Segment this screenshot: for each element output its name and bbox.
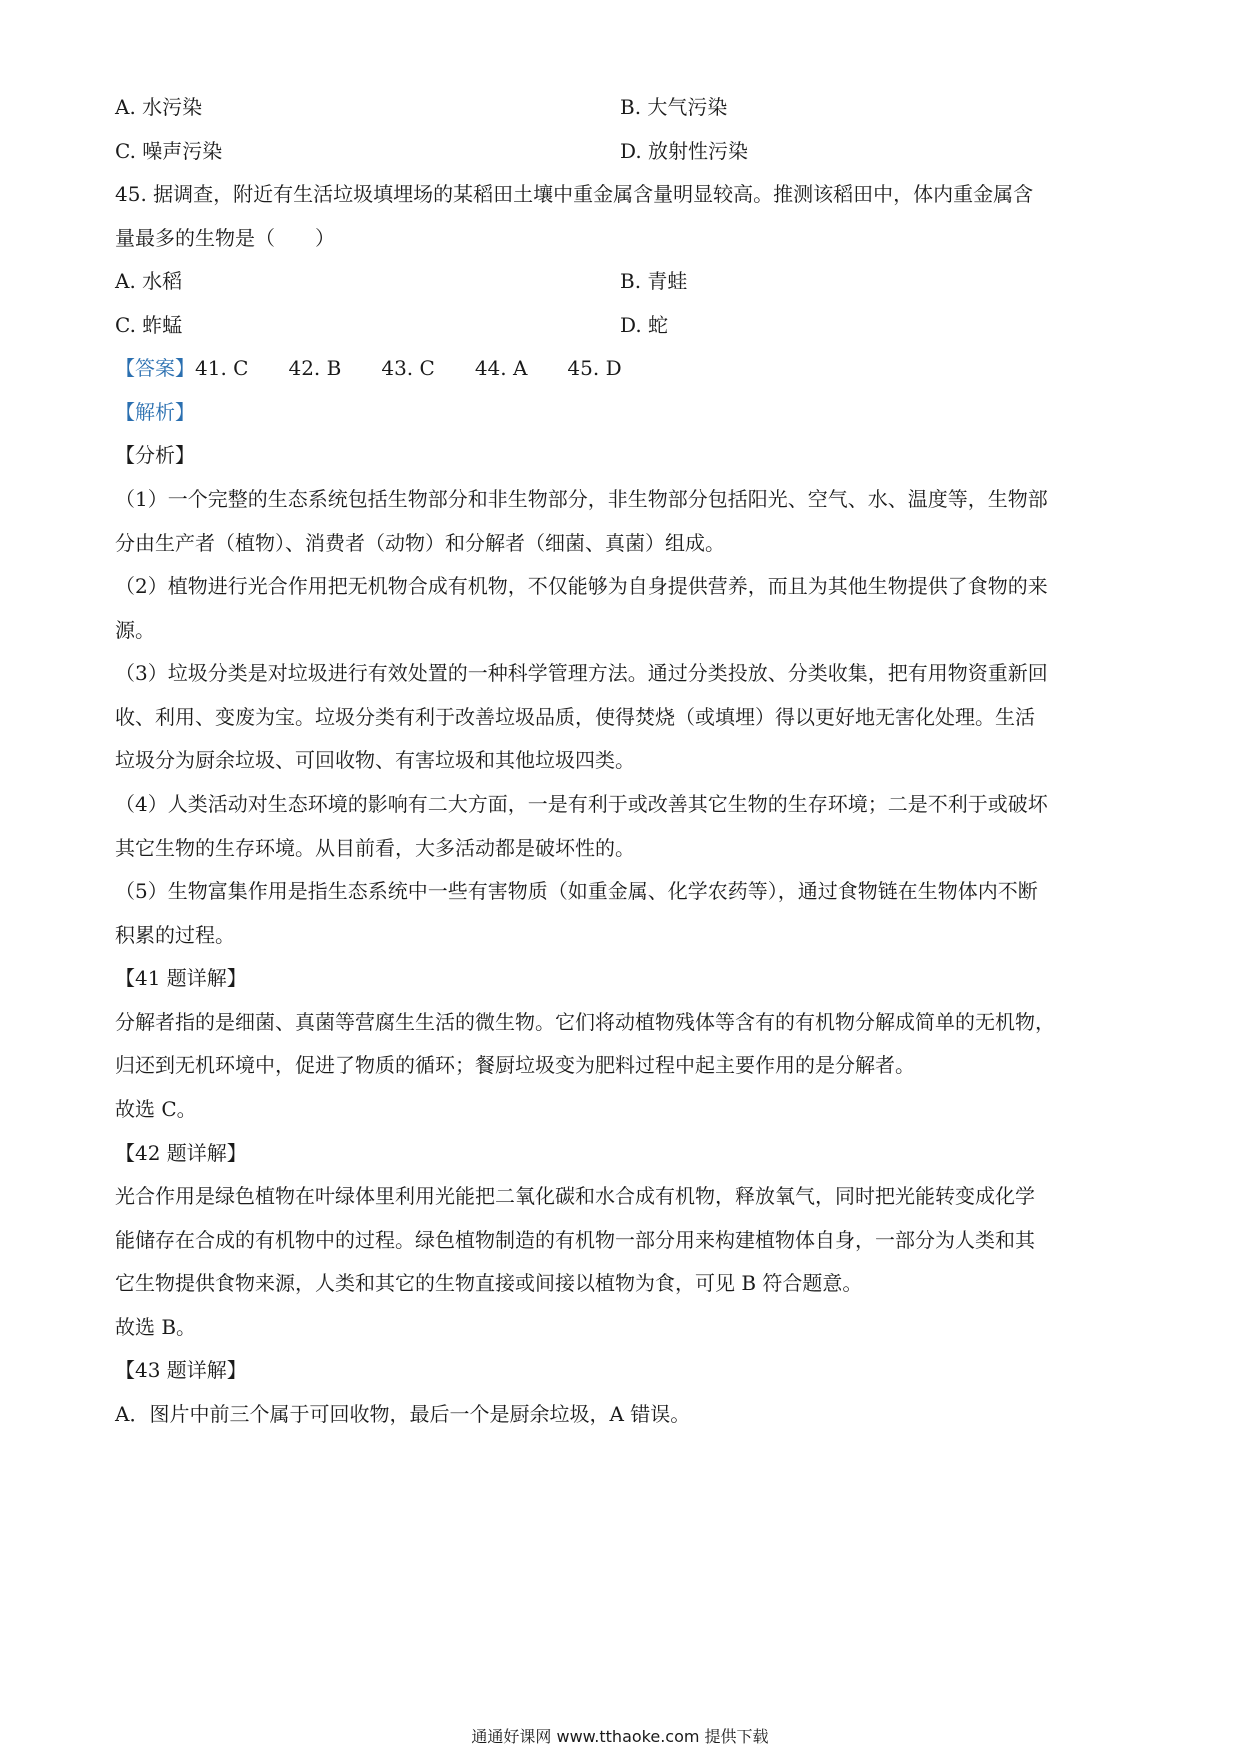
q44-option-d: D. 放射性污染 — [620, 139, 749, 163]
answer-item: 44. A — [474, 356, 528, 380]
detail-42-line: 它生物提供食物来源，人类和其它的生物直接或间接以植物为食，可见 B 符合题意。 — [115, 1271, 863, 1295]
analysis-line: （2）植物进行光合作用把无机物合成有机物，不仅能够为自身提供营养，而且为其他生物提供了食物的来 — [115, 574, 1048, 598]
q45-option-b: B. 青蛙 — [620, 269, 688, 293]
q45-option-c: C. 蚱蜢 — [115, 313, 183, 337]
analysis-line: （1）一个完整的生态系统包括生物部分和非生物部分，非生物部分包括阳光、空气、水、温度等，生物部 — [115, 487, 1048, 511]
answer-item: 41. C — [195, 356, 249, 380]
page-footer: 通通好课网 www.tthaoke.com 提供下载 — [471, 1727, 769, 1746]
analysis-line: 其它生物的生存环境。从目前看，大多活动都是破坏性的。 — [115, 836, 635, 860]
detail-41-label: 【41 题详解】 — [115, 966, 247, 990]
q44-option-a: A. 水污染 — [115, 95, 203, 119]
detail-41-conclusion: 故选 C。 — [115, 1097, 197, 1121]
answer-row — [115, 354, 662, 382]
detail-42-line: 光合作用是绿色植物在叶绿体里利用光能把二氧化碳和水合成有机物，释放氧气，同时把光能转变成化学 — [115, 1184, 1035, 1208]
answer-label: 【答案】 — [115, 356, 195, 380]
answer-item: 45. D — [567, 356, 622, 380]
analysis-line: 源。 — [115, 618, 155, 642]
q44-option-b: B. 大气污染 — [620, 95, 728, 119]
detail-43-line: A．图片中前三个属于可回收物，最后一个是厨余垃圾，A 错误。 — [115, 1402, 691, 1426]
analysis-line: （4）人类活动对生态环境的影响有二大方面，一是有利于或改善其它生物的生存环境；二是不利于或破坏 — [115, 792, 1048, 816]
q45-option-d: D. 蛇 — [620, 313, 669, 337]
detail-42-conclusion: 故选 B。 — [115, 1315, 197, 1339]
analysis-line: （5）生物富集作用是指生态系统中一些有害物质（如重金属、化学农药等），通过食物链在生物体内不断 — [115, 879, 1038, 903]
detail-42-label: 【42 题详解】 — [115, 1141, 247, 1165]
analysis-line: （3）垃圾分类是对垃圾进行有效处置的一种科学管理方法。通过分类投放、分类收集，把有用物资重新回 — [115, 661, 1048, 685]
answer-item: 42. B — [288, 356, 342, 380]
q45-stem-line-1: 45. 据调查，附近有生活垃圾填埋场的某稻田土壤中重金属含量明显较高。推测该稻田中，体内重金属含 — [115, 182, 1034, 206]
analysis-line: 垃圾分为厨余垃圾、可回收物、有害垃圾和其他垃圾四类。 — [115, 748, 635, 772]
analysis-line: 收、利用、变废为宝。垃圾分类有利于改善垃圾品质，使得焚烧（或填埋）得以更好地无害化处理。生活 — [115, 705, 1035, 729]
detail-41-line: 分解者指的是细菌、真菌等营腐生生活的微生物。它们将动植物残体等含有的有机物分解成简单的无机物， — [115, 1010, 1055, 1034]
q45-stem-line-2: 量最多的生物是（ ） — [115, 226, 335, 250]
detail-43-label: 【43 题详解】 — [115, 1358, 247, 1382]
analysis-line: 分由生产者（植物）、消费者（动物）和分解者（细菌、真菌）组成。 — [115, 531, 725, 555]
q44-option-c: C. 噪声污染 — [115, 139, 223, 163]
detail-42-line: 能储存在合成的有机物中的过程。绿色植物制造的有机物一部分用来构建植物体自身，一部分为人类和其 — [115, 1228, 1035, 1252]
analysis-label: 【解析】 — [115, 400, 195, 424]
answer-item: 43. C — [381, 356, 435, 380]
q45-option-a: A. 水稻 — [115, 269, 183, 293]
detail-41-line: 归还到无机环境中，促进了物质的循环；餐厨垃圾变为肥料过程中起主要作用的是分解者。 — [115, 1053, 915, 1077]
analysis-line: 积累的过程。 — [115, 923, 235, 947]
analysis-sub-label: 【分析】 — [115, 443, 195, 467]
